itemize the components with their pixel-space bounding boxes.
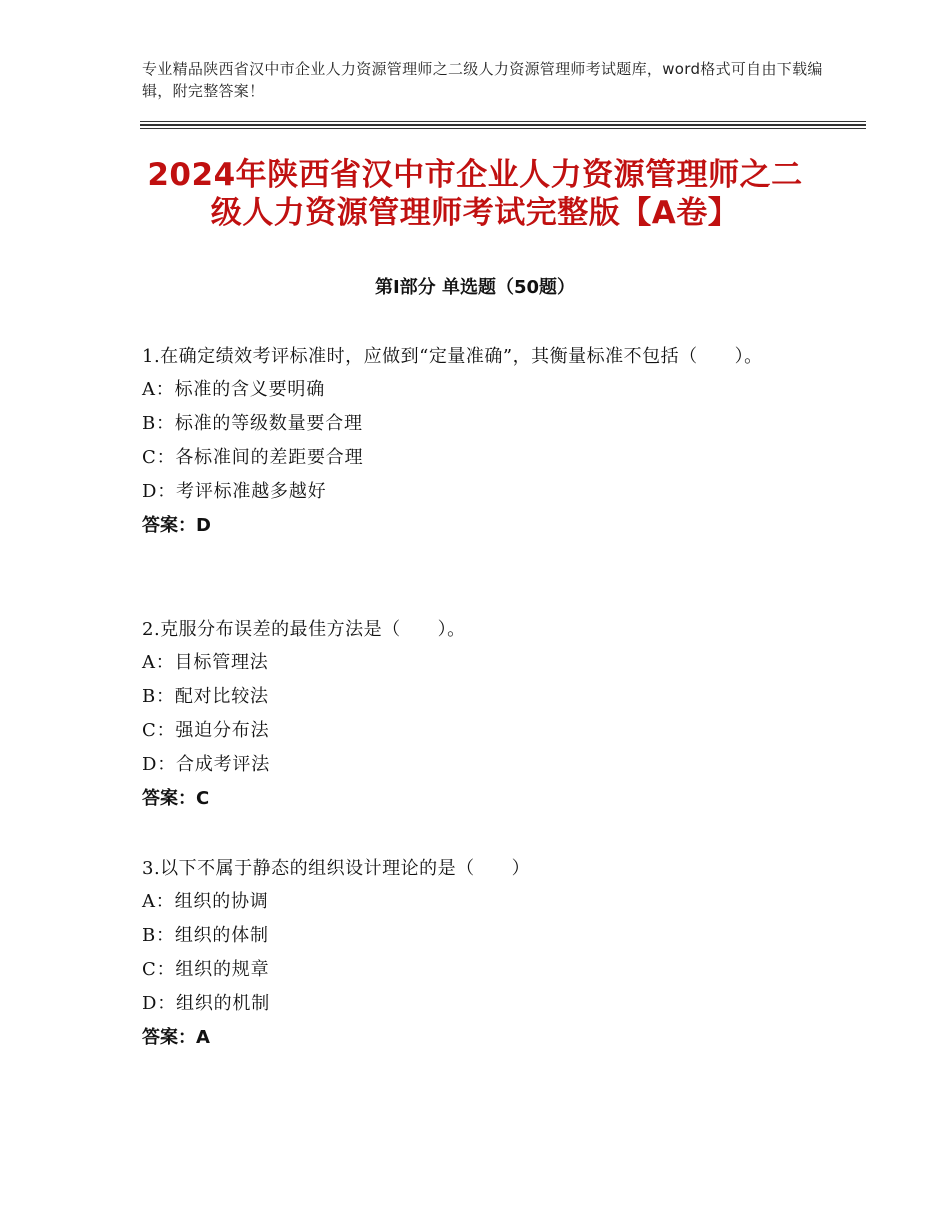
- option-d: D：考评标准越多越好: [142, 481, 327, 502]
- question-text: 3.以下不属于静态的组织设计理论的是（ ）: [142, 858, 531, 879]
- option-d: D：组织的机制: [142, 993, 271, 1014]
- document-title: 2024年陕西省汉中市企业人力资源管理师之二级人力资源管理师考试完整版【A卷】: [147, 157, 803, 231]
- option-b: B：组织的体制: [142, 925, 269, 946]
- question-text: 1.在确定绩效考评标准时，应做到“定量准确”，其衡量标准不包括（ ）。: [142, 346, 763, 367]
- option-c: C：各标准间的差距要合理: [142, 447, 364, 468]
- option-a: A：组织的协调: [142, 891, 269, 912]
- option-d: D：合成考评法: [142, 754, 271, 775]
- answer: 答案：D: [142, 515, 211, 536]
- question-1: [142, 341, 822, 543]
- header-divider: [140, 121, 866, 122]
- header-divider-bottom: [140, 128, 866, 129]
- option-c: C：组织的规章: [142, 959, 270, 980]
- option-a: A：目标管理法: [142, 652, 269, 673]
- question-2: [142, 614, 822, 816]
- option-c: C：强迫分布法: [142, 720, 270, 741]
- answer: 答案：A: [142, 1027, 210, 1048]
- header-divider-thick: [140, 124, 866, 126]
- option-b: B：标准的等级数量要合理: [142, 413, 363, 434]
- question-text: 2.克服分布误差的最佳方法是（ ）。: [142, 619, 466, 640]
- section-title: 第Ⅰ部分 单选题（50题）: [374, 277, 575, 298]
- option-a: A：标准的含义要明确: [142, 379, 325, 400]
- option-b: B：配对比较法: [142, 686, 269, 707]
- answer: 答案：C: [142, 788, 210, 809]
- header-note: 专业精品陕西省汉中市企业人力资源管理师之二级人力资源管理师考试题库，word格式可自由下载编辑，附完整答案！: [142, 60, 823, 100]
- question-3: [142, 853, 822, 1055]
